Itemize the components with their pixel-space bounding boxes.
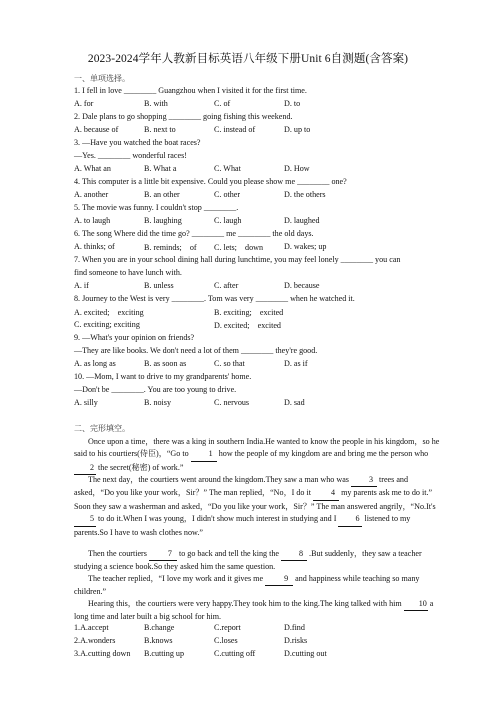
cloze-blank-1[interactable]: 1	[191, 448, 217, 461]
question-10-option-b[interactable]: B. noisy	[144, 398, 171, 407]
cloze-question-3-option-d[interactable]: D.cutting out	[284, 649, 327, 658]
question-6-option-d[interactable]: D. wakes; up	[284, 242, 327, 251]
paragraph-text: a long time and later built a big school for him.	[74, 599, 434, 622]
question-7-option-d[interactable]: D. because	[284, 281, 320, 290]
question-4-stem: 4. This computer is a little bit expensive. Could you please show me ________ one?	[74, 177, 347, 186]
question-5-option-b[interactable]: B. laughing	[144, 216, 182, 225]
question-10-option-d[interactable]: D. sad	[284, 398, 305, 407]
paragraph-text: .But suddenly，they saw a teacher studying a science book.So they asked him the same question.	[74, 549, 422, 572]
cloze-paragraph-3	[74, 548, 444, 574]
cloze-question-2-option-c[interactable]: C.loses	[214, 636, 238, 645]
question-9-option-d[interactable]: D. as if	[284, 359, 308, 368]
question-8-option-c[interactable]: C. exciting; exciting	[74, 320, 140, 329]
cloze-question-1-option-a[interactable]: 1.A.accept	[74, 623, 109, 632]
cloze-blank-9[interactable]: 9	[265, 573, 293, 586]
paragraph-text: Once upon a time，there was a king in southern India.He wanted to know the people in his kingdom，so he said to his courtiers(侍臣)，“Go to	[74, 437, 440, 459]
question-6-option-a[interactable]: A. thinks; of	[74, 242, 115, 251]
question-8-option-b[interactable]: B. exciting; excited	[214, 308, 284, 317]
question-3-option-b[interactable]: B. What a	[144, 164, 177, 173]
cloze-blank-7[interactable]: 7	[149, 548, 177, 561]
question-5-option-d[interactable]: D. laughed	[284, 216, 320, 225]
question-9-option-b[interactable]: B. as soon as	[144, 359, 187, 368]
question-4-option-d[interactable]: D. the others	[284, 190, 326, 199]
question-3-option-a[interactable]: A. What an	[74, 164, 111, 173]
cloze-blank-3[interactable]: 3	[351, 474, 377, 487]
cloze-blank-5[interactable]: 5	[74, 513, 96, 526]
cloze-question-2-option-a[interactable]: 2.A.wonders	[74, 636, 116, 645]
paragraph-text: the secret(秘密) of work.”	[98, 462, 184, 472]
question-5-option-a[interactable]: A. to laugh	[74, 216, 111, 225]
question-9-stem: 9. —What's your opinion on friends?	[74, 333, 195, 342]
paragraph-text: trees and asked，“Do you like your work，Sir？” The man replied，“No，I do it	[74, 475, 409, 498]
question-2-option-b[interactable]: B. next to	[144, 125, 176, 134]
cloze-question-2-option-b[interactable]: B.knows	[144, 636, 173, 645]
cloze-blank-4[interactable]: 4	[313, 487, 339, 500]
cloze-question-3-option-a[interactable]: 3.A.cutting down	[74, 649, 131, 658]
paragraph-text: The next day，the courtiers went around the kingdom.They saw a man who was	[88, 475, 349, 484]
cloze-blank-8[interactable]: 8	[281, 548, 307, 561]
cloze-paragraph-5	[74, 598, 444, 624]
question-6-option-c[interactable]: C. lets; down	[214, 243, 264, 252]
question-3-stem: 3. —Have you watched the boat races?	[74, 138, 201, 147]
question-7-option-c[interactable]: C. after	[214, 281, 239, 290]
cloze-question-3-option-b[interactable]: B.cutting up	[144, 649, 185, 658]
cloze-paragraph-4	[74, 573, 444, 599]
cloze-blank-6[interactable]: 6	[338, 513, 362, 526]
question-4-option-b[interactable]: B. an other	[144, 190, 180, 199]
question-1-option-b[interactable]: B. with	[144, 99, 168, 108]
cloze-question-2-option-d[interactable]: D.risks	[284, 636, 308, 645]
question-1-option-c[interactable]: C. of	[214, 99, 231, 108]
paragraph-text: to do it.When I was young，I didn't show much interest in studying and I	[98, 514, 337, 524]
question-6-stem: 6. The song Where did the time go? ________ me ________ the old days.	[74, 229, 314, 238]
paragraph-text: listened to my parents.So I have to wash clothes now.”	[74, 514, 411, 537]
question-8-option-a[interactable]: A. excited; exciting	[74, 308, 144, 317]
question-10-stem: 10. —Mom, I want to drive to my grandparents' home.	[74, 372, 252, 381]
question-5-option-c[interactable]: C. laugh	[214, 216, 242, 225]
question-3-option-d[interactable]: D. How	[284, 164, 310, 173]
question-2-option-d[interactable]: D. up to	[284, 125, 311, 134]
question-7-option-a[interactable]: A. if	[74, 281, 89, 290]
question-8-stem: 8. Journey to the West is very ________. Tom was very ________ when he watched it.	[74, 294, 355, 303]
question-4-option-a[interactable]: A. another	[74, 190, 109, 199]
cloze-paragraph-2	[74, 474, 444, 539]
section-heading-cloze: 二、完形填空。	[74, 424, 130, 433]
cloze-question-1-option-c[interactable]: C.report	[214, 623, 241, 632]
question-5-stem: 5. The movie was funny. I couldn't stop ________.	[74, 203, 239, 212]
question-2-option-a[interactable]: A. because of	[74, 125, 119, 134]
question-9-stem-reply: —They are like books. We don't need a lot of them ________ they're good.	[74, 346, 318, 355]
cloze-paragraph-1	[74, 436, 444, 475]
paragraph-text: and happiness while teaching so many children.”	[74, 574, 420, 597]
cloze-question-1-option-b[interactable]: B.change	[144, 623, 175, 632]
section-heading-multiple-choice: 一、单项选择。	[74, 74, 130, 83]
paragraph-text: The teacher replied，“I love my work and it gives me	[88, 574, 264, 583]
question-1-stem: 1. I fell in love ________ Guangzhou when I visited it for the first time.	[74, 86, 307, 95]
cloze-question-1-option-d[interactable]: D.find	[284, 623, 305, 632]
question-1-option-d[interactable]: D. to	[284, 99, 301, 108]
question-8-option-d[interactable]: D. excited; excited	[214, 321, 281, 330]
question-7-stem: 7. When you are in your school dining hall during lunchtime, you may feel lonely ________ you can	[74, 255, 401, 264]
paragraph-text: to go back and tell the king the	[178, 549, 279, 558]
question-3-option-c[interactable]: C. What	[214, 164, 241, 173]
question-10-option-c[interactable]: C. nervous	[214, 398, 250, 407]
question-6-option-b[interactable]: B. reminds; of	[144, 243, 197, 252]
question-4-option-c[interactable]: C. other	[214, 190, 241, 199]
cloze-question-3-option-c[interactable]: C.cutting off	[214, 649, 256, 658]
paragraph-text: Hearing this，the courtiers were very happy.They took him to the king.The king talked with him	[88, 599, 402, 608]
question-3-stem-reply: —Yes. ________ wonderful races!	[74, 151, 187, 160]
question-10-option-a[interactable]: A. silly	[74, 398, 98, 407]
paragraph-text: Then the courtiers	[88, 549, 147, 558]
paragraph-text: how the people of my kingdom are and bring me the person who	[218, 449, 429, 459]
question-10-stem-reply: —Don't be ________. You are too young to drive.	[74, 385, 237, 394]
question-2-option-c[interactable]: C. instead of	[214, 125, 256, 134]
question-1-option-a[interactable]: A. for	[74, 99, 94, 108]
cloze-blank-10[interactable]: 10	[404, 598, 428, 611]
question-7-stem-continued: find someone to have lunch with.	[74, 268, 182, 277]
question-2-stem: 2. Dale plans to go shopping ________ going fishing this weekend.	[74, 112, 293, 121]
question-7-option-b[interactable]: B. unless	[144, 281, 174, 290]
cloze-blank-2[interactable]: 2	[74, 462, 96, 475]
document-title: 2023-2024学年人教新目标英语八年级下册Unit 6自测题(含答案)	[87, 53, 409, 65]
question-9-option-c[interactable]: C. so that	[214, 359, 245, 368]
paragraph-text: my parents ask me to do it.” Soon they saw a washerman and asked，“Do you like your work，Sir？” The man answered angrily，“No.It's	[74, 488, 436, 511]
question-9-option-a[interactable]: A. as long as	[74, 359, 116, 368]
